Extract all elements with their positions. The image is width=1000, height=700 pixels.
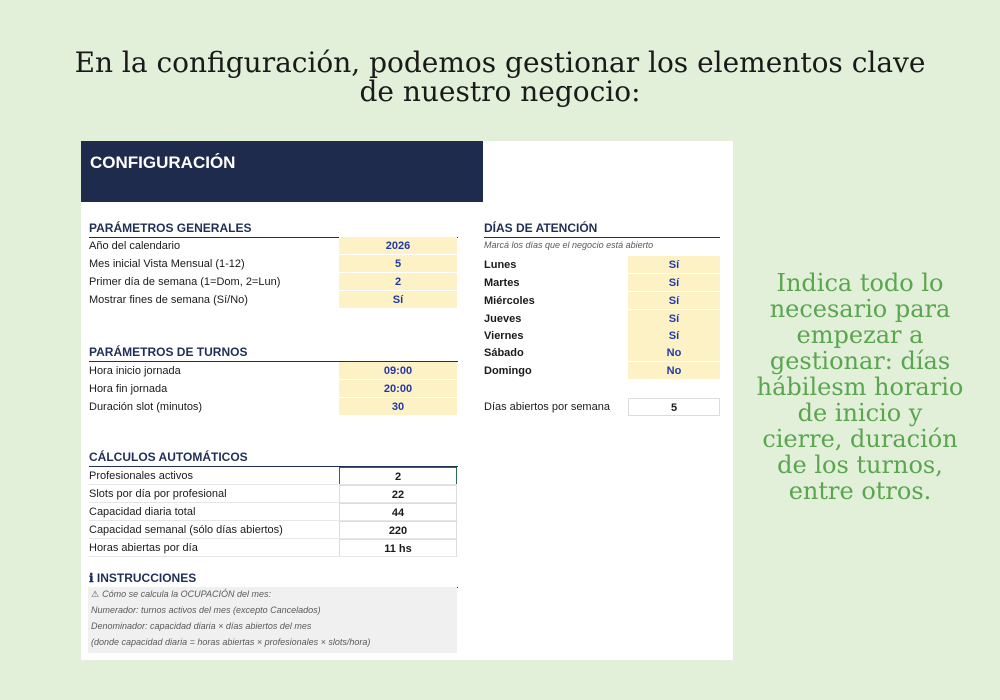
day-label: Jueves: [484, 313, 522, 325]
calc-label: Profesionales activos: [89, 470, 193, 482]
calc-row: [89, 467, 458, 485]
day-row: [484, 274, 720, 292]
param-row: [89, 398, 458, 416]
section-header-general: PARÁMETROS GENERALES: [89, 220, 458, 238]
param-row: [89, 237, 458, 255]
day-row: [484, 310, 720, 328]
param-label: Mes inicial Vista Mensual (1-12): [89, 258, 245, 270]
day-label: Sábado: [484, 347, 524, 359]
instructions-line: Denominador: capacidad diaria × días abiertos del mes: [91, 621, 312, 631]
param-value-cell[interactable]: 2: [339, 273, 457, 291]
spreadsheet-screenshot: [81, 141, 733, 660]
section-header-instrucciones: ℹ INSTRUCCIONES: [89, 570, 458, 588]
param-value-cell[interactable]: 20:00: [339, 380, 457, 398]
day-row: [484, 344, 720, 362]
param-label: Año del calendario: [89, 240, 181, 252]
day-value-cell[interactable]: Sí: [628, 256, 720, 274]
param-label: Hora fin jornada: [89, 383, 168, 395]
dias-total-row: [484, 398, 720, 416]
calc-label: Horas abiertas por día: [89, 542, 198, 554]
calc-row: [89, 485, 458, 503]
calc-label: Capacidad diaria total: [89, 506, 196, 518]
title-banner: [81, 141, 483, 202]
param-row: [89, 380, 458, 398]
day-label: Miércoles: [484, 295, 535, 307]
calc-label: Slots por día por profesional: [89, 488, 227, 500]
instructions-box: [88, 587, 457, 653]
calc-value-cell[interactable]: 220: [339, 521, 457, 539]
headline: [0, 48, 1000, 106]
headline-line-2: de nuestro negocio:: [359, 75, 641, 108]
dias-total-label: Días abiertos por semana: [484, 401, 610, 413]
section-header-calculos: CÁLCULOS AUTOMÁTICOS: [89, 449, 458, 467]
param-row: [89, 362, 458, 380]
calc-label: Capacidad semanal (sólo días abiertos): [89, 524, 283, 536]
day-label: Domingo: [484, 365, 532, 377]
param-label: Primer día de semana (1=Dom, 2=Lun): [89, 276, 281, 288]
section-header-dias: DÍAS DE ATENCIÓN: [484, 220, 720, 238]
param-value-cell[interactable]: 5: [339, 255, 457, 273]
headline-line-1: En la configuración, podemos gestionar los elementos clave: [74, 46, 926, 79]
day-value-cell[interactable]: Sí: [628, 310, 720, 328]
calc-value-cell[interactable]: 11 hs: [339, 539, 457, 557]
day-row: [484, 256, 720, 274]
param-label: Duración slot (minutos): [89, 401, 203, 413]
day-value-cell[interactable]: Sí: [628, 292, 720, 310]
day-label: Viernes: [484, 330, 524, 342]
day-label: Martes: [484, 277, 520, 289]
calc-row: [89, 539, 458, 557]
param-label: Mostrar fines de semana (Sí/No): [89, 294, 248, 306]
instructions-line: [91, 589, 271, 600]
param-row: [89, 273, 458, 291]
instructions-line-text: Cómo se calcula la OCUPACIÓN del mes:: [102, 589, 271, 599]
instructions-line: Numerador: turnos activos del mes (excepto Cancelados): [91, 605, 321, 615]
day-value-cell[interactable]: Sí: [628, 274, 720, 292]
warning-icon: ⚠: [91, 589, 100, 599]
calc-row: [89, 503, 458, 521]
side-note: Indica todo lo necesario para empezar a gestionar: días hábilesm horario de inicio y cierre, duración de los turnos, entre otros.: [756, 269, 964, 505]
calc-value-cell[interactable]: 22: [339, 485, 457, 503]
param-value-cell[interactable]: 2026: [339, 237, 457, 255]
param-value-cell[interactable]: 09:00: [339, 362, 457, 380]
section-header-turnos: PARÁMETROS DE TURNOS: [89, 344, 458, 362]
day-label: Lunes: [484, 259, 517, 271]
dias-hint: Marcá los días que el negocio está abierto: [484, 240, 654, 250]
instructions-line: (donde capacidad diaria = horas abiertas × profesionales × slots/hora): [91, 637, 371, 647]
calc-value-cell-selected[interactable]: 2: [339, 467, 457, 485]
day-row: [484, 292, 720, 310]
calc-row: [89, 521, 458, 539]
param-row: [89, 255, 458, 273]
sheet-title: CONFIGURACIÓN: [90, 153, 236, 172]
param-row: [89, 291, 458, 309]
param-label: Hora inicio jornada: [89, 365, 181, 377]
param-value-cell[interactable]: 30: [339, 398, 457, 416]
row-gridline: [89, 556, 458, 557]
day-value-cell[interactable]: No: [628, 362, 720, 380]
day-value-cell[interactable]: No: [628, 344, 720, 362]
day-value-cell[interactable]: Sí: [628, 327, 720, 345]
day-row: [484, 362, 720, 380]
day-row: [484, 327, 720, 345]
dias-total-value-cell[interactable]: 5: [628, 398, 720, 416]
param-value-cell[interactable]: Sí: [339, 291, 457, 309]
calc-value-cell[interactable]: 44: [339, 503, 457, 521]
